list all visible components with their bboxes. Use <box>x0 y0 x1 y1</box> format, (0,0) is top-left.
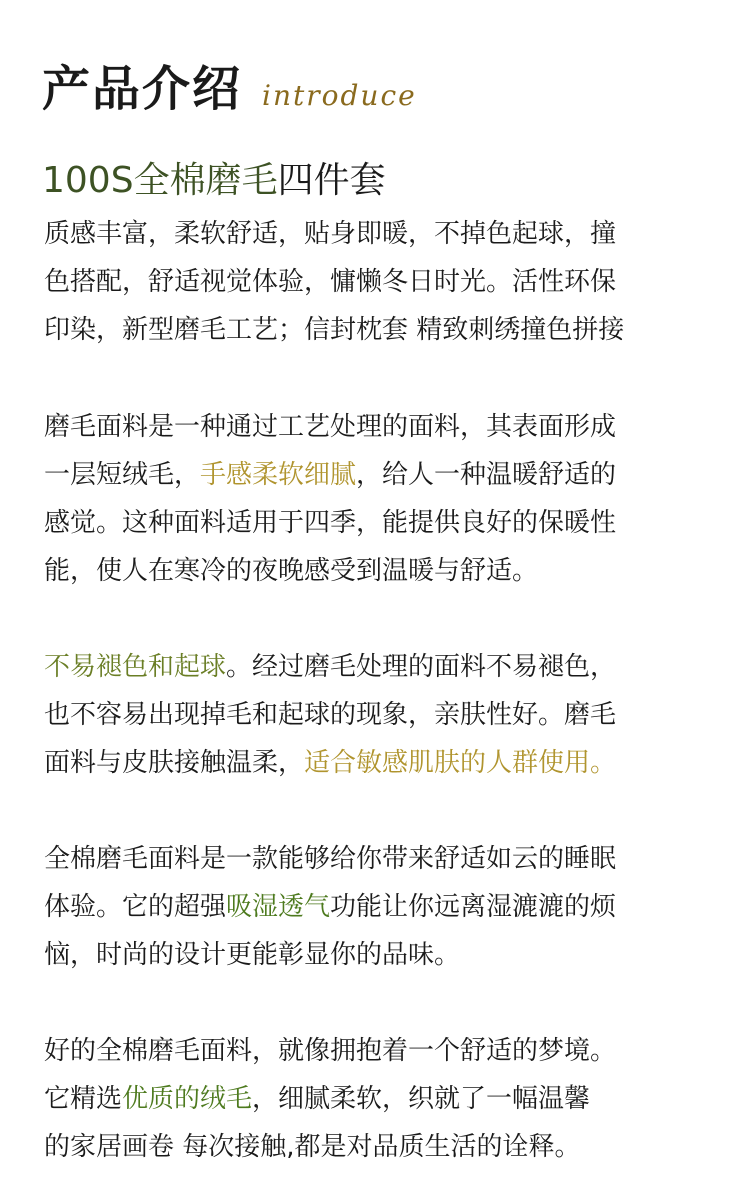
paragraph-quality <box>44 1027 724 1171</box>
highlight-no-fade: 不易褪色和起球 <box>44 652 227 682</box>
highlight-breathable: 吸湿透气 <box>226 892 331 922</box>
product-name-rest: 四件套 <box>277 160 386 201</box>
text-segment: ，给人一种温暖舒适的 <box>356 460 617 490</box>
paragraph-line: 色搭配，舒适视觉体验，慵懒冬日时光。活性环保 <box>44 267 617 297</box>
text-segment: 它精选 <box>44 1084 123 1114</box>
paragraph-line <box>44 1075 724 1123</box>
paragraph-fabric-intro <box>44 403 724 595</box>
paragraph-line: 印染，新型磨毛工艺；信封枕套 精致刺绣撞色拼接 <box>44 315 625 345</box>
paragraph-line <box>44 883 724 931</box>
paragraph-line: 也不容易出现掉毛和起球的现象，亲肤性好。磨毛 <box>44 700 617 730</box>
highlight-sensitive-skin: 适合敏感肌肤的人群使用。 <box>304 748 617 778</box>
paragraph-no-fade <box>44 643 724 787</box>
paragraph-line <box>44 451 724 499</box>
text-segment: 面料与皮肤接触温柔， <box>44 748 305 778</box>
paragraph-line: 磨毛面料是一种通过工艺处理的面料，其表面形成 <box>44 412 617 442</box>
paragraph-line: 质感丰富，柔软舒适，贴身即暖，不掉色起球，撞 <box>44 219 617 249</box>
paragraph-line: 感觉。这种面料适用于四季，能提供良好的保暖性 <box>44 508 617 538</box>
text-segment: 功能让你远离湿漉漉的烦 <box>330 892 617 922</box>
paragraph-line: 的家居画卷 每次接触,都是对品质生活的诠释。 <box>44 1132 581 1162</box>
section-subtitle: introduce <box>262 79 417 112</box>
paragraph-line: 恼，时尚的设计更能彰显你的品味。 <box>44 940 461 970</box>
section-header <box>42 50 417 119</box>
highlight-soft-touch: 手感柔软细腻 <box>200 460 357 490</box>
paragraph-features <box>44 210 724 354</box>
text-segment: 一层短绒毛， <box>44 460 201 490</box>
text-segment: ，细腻柔软，织就了一幅温馨 <box>252 1084 591 1114</box>
paragraph-line: 好的全棉磨毛面料，就像拥抱着一个舒适的梦境。 <box>44 1036 617 1066</box>
paragraph-line <box>44 739 724 787</box>
product-name-highlight: 100S全棉磨毛 <box>42 160 278 201</box>
text-segment: 体验。它的超强 <box>44 892 227 922</box>
text-segment: 。经过磨毛处理的面料不易褪色， <box>226 652 617 682</box>
paragraph-line: 全棉磨毛面料是一款能够给你带来舒适如云的睡眠 <box>44 844 617 874</box>
paragraph-line: 能，使人在寒冷的夜晚感受到温暖与舒适。 <box>44 556 539 586</box>
product-name <box>42 152 386 203</box>
paragraph-sleep-experience <box>44 835 724 979</box>
section-title: 产品介绍 <box>42 61 243 117</box>
highlight-quality-fleece: 优质的绒毛 <box>122 1084 253 1114</box>
paragraph-line <box>44 643 724 691</box>
